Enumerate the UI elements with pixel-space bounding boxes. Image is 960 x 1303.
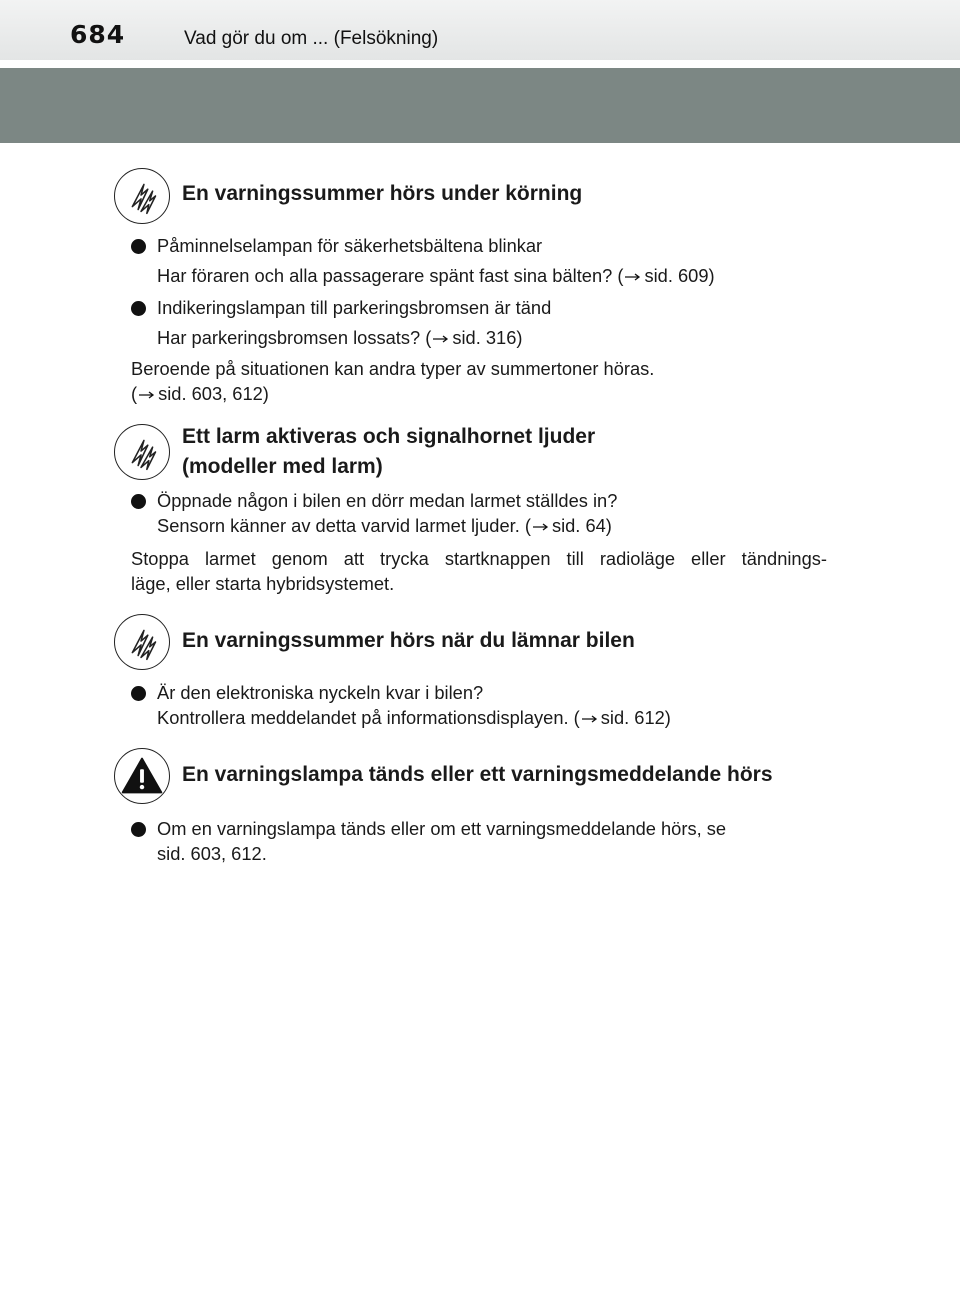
- section-title: Vad gör du om ... (Felsökning): [184, 28, 439, 49]
- subtext-lead: Kontrollera meddelandet på informationsdisplayen. (: [157, 707, 580, 728]
- bullet-text: Öppnade någon i bilen en dörr medan larmet ställdes in?: [157, 490, 618, 511]
- bullet-dot: [131, 822, 146, 837]
- paragraph-line: läge, eller starta hybridsystemet.: [131, 573, 395, 594]
- bullet-dot: [131, 686, 146, 701]
- page-number: 684: [70, 20, 126, 49]
- topic-heading: En varningssummer hörs när du lämnar bilen: [182, 629, 635, 652]
- bullet-text: Är den elektroniska nyckeln kvar i bilen?: [157, 682, 484, 703]
- page-reference: sid. 609): [644, 265, 715, 286]
- bullet-dot: [131, 301, 146, 316]
- note-text: [131, 382, 269, 406]
- header-band: [0, 68, 960, 143]
- note-text: Beroende på situationen kan andra typer av summertoner höras.: [131, 358, 655, 379]
- subtext-lead: Har föraren och alla passagerare spänt fast sina bälten? (: [157, 265, 624, 286]
- header-strip: [0, 0, 960, 60]
- bullet-dot: [131, 239, 146, 254]
- arrow-right-icon: [581, 714, 599, 724]
- arrow-right-icon: [532, 522, 550, 532]
- paragraph-line: Stoppa larmet genom att trycka startknappen till radioläge eller tändnings-: [131, 548, 827, 569]
- topic-heading: En varningssummer hörs under körning: [182, 182, 583, 205]
- arrow-right-icon: [624, 272, 642, 282]
- page-reference: sid. 612): [600, 707, 671, 728]
- lightning-icon: [114, 614, 170, 670]
- bullet-subtext: sid. 603, 612.: [157, 843, 267, 864]
- bullet-text: Påminnelselampan för säkerhetsbältena blinkar: [157, 235, 543, 256]
- bullet-subtext: [157, 514, 612, 538]
- topic-heading: Ett larm aktiveras och signalhornet ljuder: [182, 425, 596, 448]
- bullet-subtext: [157, 706, 671, 730]
- subtext-lead: Har parkeringsbromsen lossats? (: [157, 327, 432, 348]
- bullet-text: Om en varningslampa tänds eller om ett varningsmeddelande hörs, se: [157, 818, 727, 839]
- topic-heading: En varningslampa tänds eller ett varningsmeddelande hörs: [182, 763, 773, 786]
- bullet-subtext: [157, 264, 715, 288]
- bullet-subtext: [157, 326, 522, 350]
- arrow-right-icon: [432, 334, 450, 344]
- warning-triangle-icon: [114, 748, 170, 804]
- page-reference: sid. 603, 612): [158, 383, 269, 404]
- bullet-dot: [131, 494, 146, 509]
- subtext-lead: Sensorn känner av detta varvid larmet ljuder. (: [157, 515, 531, 536]
- note-lead: (: [131, 383, 138, 404]
- lightning-icon: [114, 168, 170, 224]
- lightning-icon: [114, 424, 170, 480]
- bullet-text: Indikeringslampan till parkeringsbromsen är tänd: [157, 297, 552, 318]
- arrow-right-icon: [138, 390, 156, 400]
- page-reference: sid. 64): [551, 515, 612, 536]
- topic-heading: (modeller med larm): [182, 455, 383, 478]
- page-reference: sid. 316): [452, 327, 523, 348]
